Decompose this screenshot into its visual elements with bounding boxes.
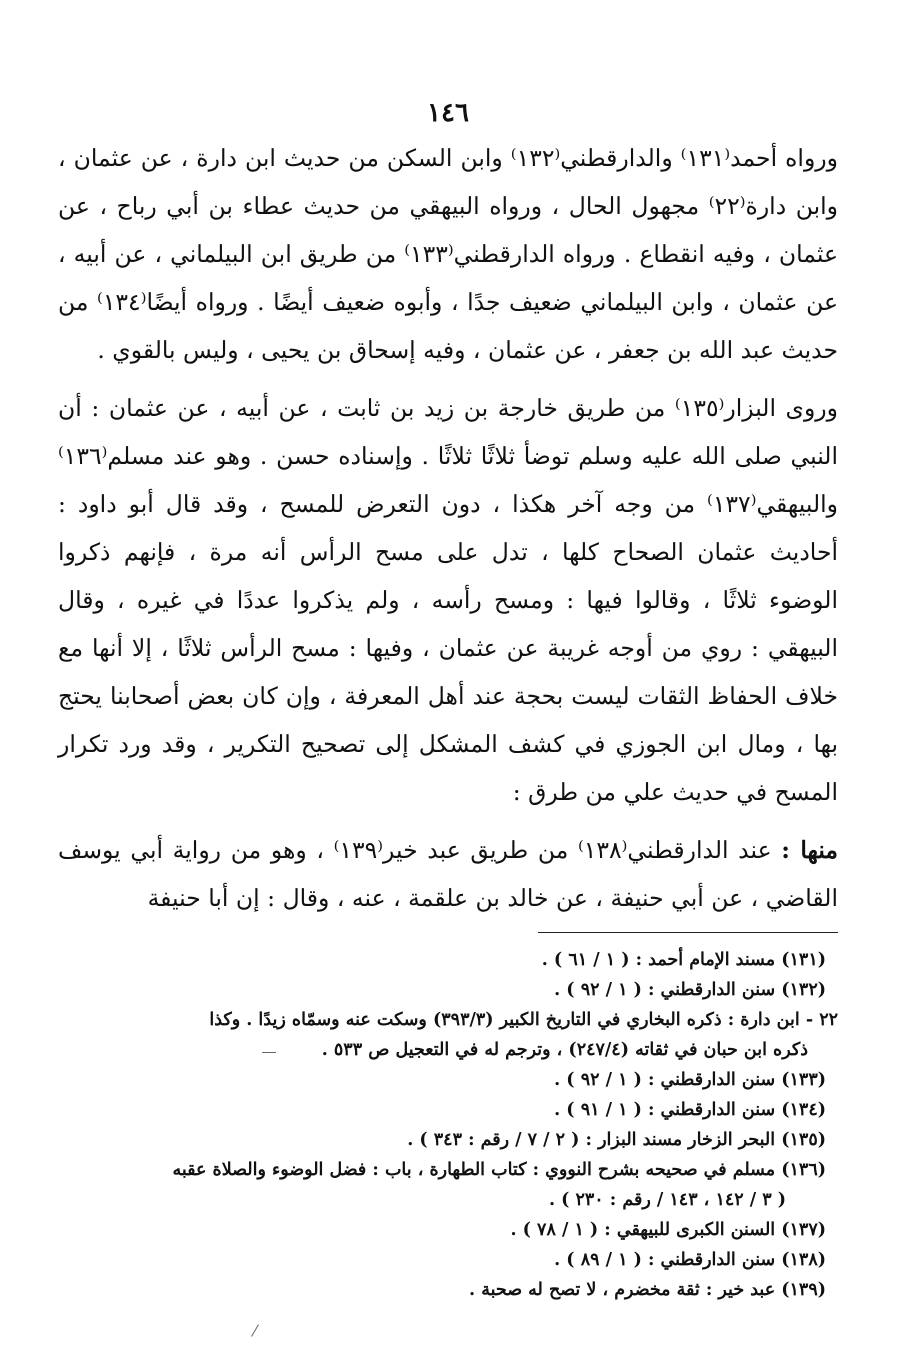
scan-mark	[251, 1324, 259, 1337]
paragraph-2: وروى البزار⁽١٣٥⁾ من طريق خارجة بن زيد بن ثابت ، عن أبيه ، عن عثمان : أن النبي صلى الله عليه وسلم توضأ ثلاثًا ثلاثًا . وإسناده حسن . وهو عند مسلم⁽١٣٦⁾ والبيهقي⁽١٣٧⁾ من وجه آخر هكذا ، دون التعرض للمسح ، وقد قال أبو داود : أحاديث عثمان الصحاح كلها ، تدل على مسح الرأس أنه مرة ، فإنهم ذكروا الوضوء ثلاثًا ، وقالوا فيها : ومسح رأسه ، ولم يذكروا عددًا في غيره ، وقال البيهقي : روي من أوجه غريبة عن عثمان ، وفيها : مسح الرأس ثلاثًا ، إلا أنها مع خلاف الحفاظ الثقات ليست بحجة عند أهل المعرفة ، وإن كان بعض أصحابنا يحتج بها ، ومال ابن الجوزي في كشف المشكل إلى تصحيح التكرير ، وقد ورد تكرار المسح في حديث علي من طرق :	[58, 394, 838, 806]
footnote-136: (١٣٦) مسلم في صحيحه بشرح النووي : كتاب الطهارة ، باب : فضل الوضوء والصلاة عقبه	[172, 1160, 826, 1180]
footnote-139: (١٣٩) عبد خير : ثقة مخضرم ، لا تصح له صحبة .	[469, 1280, 826, 1300]
footnote-137: (١٣٧) السنن الكبرى للبيهقي : ( ١ / ٧٨ ) .	[510, 1220, 826, 1240]
footnote-134: (١٣٤) سنن الدارقطني : ( ١ / ٩١ ) .	[554, 1100, 826, 1120]
footnote-133: (١٣٣) سنن الدارقطني : ( ١ / ٩٢ ) .	[554, 1070, 826, 1090]
paragraph-lead-word: منها :	[781, 836, 838, 864]
footnote-132: (١٣٢) سنن الدارقطني : ( ١ / ٩٢ ) .	[554, 980, 826, 1000]
scan-mark	[262, 1052, 276, 1053]
footnote-22: ٢٢ - ابن دارة : ذكره البخاري في التاريخ الكبير (٣٩٣/٣) وسكت عنه وسمّاه زيدًا . وكذا	[209, 1010, 838, 1030]
page-number: ١٤٦	[427, 98, 469, 128]
footnote-135: (١٣٥) البحر الزخار مسند البزار : ( ٢ / ٧ / رقم : ٣٤٣ ) .	[407, 1130, 826, 1150]
footnotes	[58, 945, 838, 1305]
book-page	[58, 98, 838, 1305]
footnote-131: (١٣١) مسند الإمام أحمد : ( ١ / ٦١ ) .	[541, 950, 826, 970]
footnote-separator	[538, 932, 838, 933]
footnote-138: (١٣٨) سنن الدارقطني : ( ١ / ٨٩ ) .	[554, 1250, 826, 1270]
paragraph-3	[58, 826, 838, 922]
footnote-22-continuation: ذكره ابن حبان في ثقاته (٢٤٧/٤) ، وترجم له في التعجيل ص ٥٣٣ .	[321, 1040, 808, 1060]
paragraph-1: ورواه أحمد⁽١٣١⁾ والدارقطني⁽١٣٢⁾ وابن السكن من حديث ابن دارة ، عن عثمان ، وابن دارة⁽٢٢⁾ مجهول الحال ، ورواه البيهقي من حديث عطاء بن أبي رباح ، عن عثمان ، وفيه انقطاع . ورواه الدارقطني⁽١٣٣⁾ من طريق ابن البيلماني ، عن أبيه ، عن عثمان ، وابن البيلماني ضعيف جدًا ، وأبوه ضعيف أيضًا . ورواه أيضًا⁽١٣٤⁾ من حديث عبد الله بن جعفر ، عن عثمان ، وفيه إسحاق بن يحيى ، وليس بالقوي .	[58, 144, 838, 364]
footnote-136-continuation: ( ٣ / ١٤٢ ، ١٤٣ / رقم : ٢٣٠ ) .	[548, 1190, 786, 1210]
paragraph-3-text: عند الدارقطني⁽١٣٨⁾ من طريق عبد خير⁽١٣٩⁾ ، وهو من رواية أبي يوسف القاضي ، عن أبي حنيفة ، عن خالد بن علقمة ، عنه ، وقال : إن أبا حنيفة	[58, 836, 838, 912]
